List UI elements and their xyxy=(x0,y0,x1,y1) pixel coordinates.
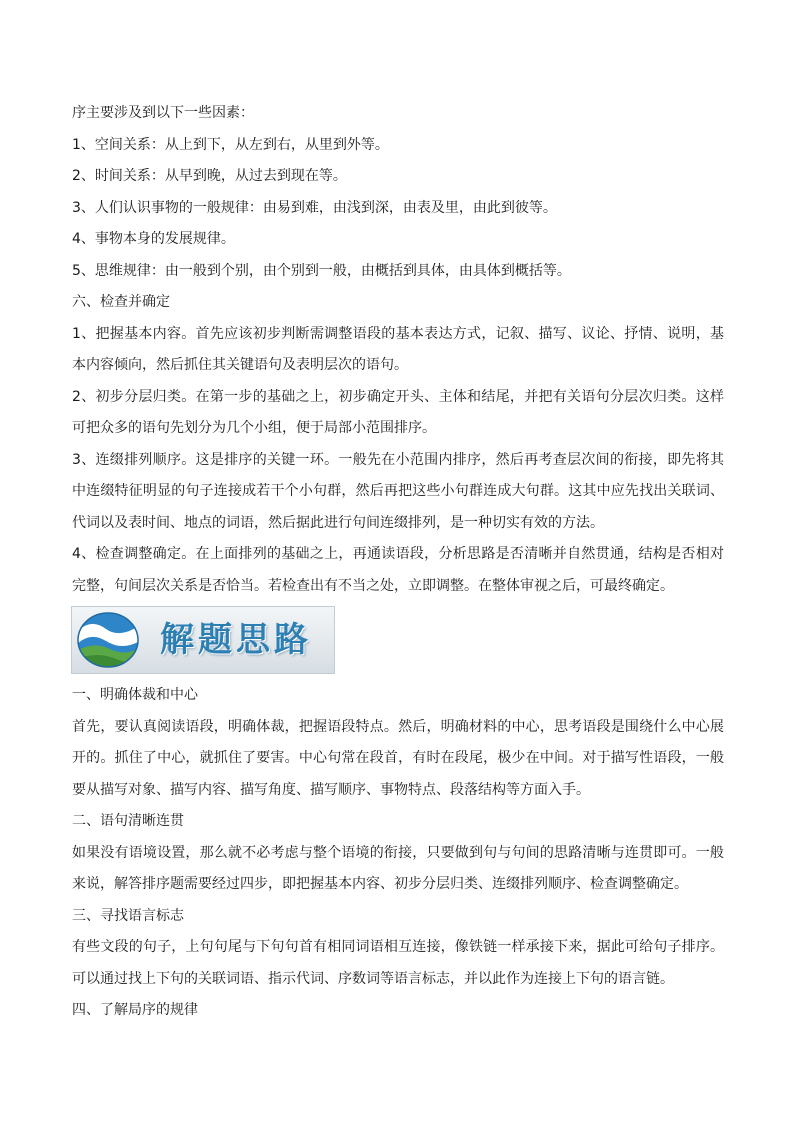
section-b-heading: 四、了解局序的规律 xyxy=(72,1002,198,1018)
section-a-item: 4、事物本身的发展规律。 xyxy=(72,231,235,247)
section-a-item: 1、空间关系：从上到下，从左到右，从里到外等。 xyxy=(72,136,389,153)
section-a-intro: 序主要涉及到以下一些因素： xyxy=(72,105,254,121)
document-content xyxy=(72,98,724,1027)
solution-approach-banner xyxy=(71,606,335,674)
section-b-body: 如果没有语境设置，那么就不必考虑与整个语境的衔接，只要做到句与句间的思路清晰与连贯即可。一般来说，解答排序题需要经过四步，即把握基本内容、初步分层归类、连缀排列顺序、检查调整确定。 xyxy=(72,844,724,892)
section-six-item: 1、把握基本内容。首先应该初步判断需调整语段的基本表达方式，记叙、描写、议论、抒情、说明，基本内容倾向，然后抓住其关键语句及表明层次的语句。 xyxy=(72,325,724,373)
section-b-body: 首先，要认真阅读语段，明确体裁，把握语段特点。然后，明确材料的中心，思考语段是围绕什么中心展开的。抓住了中心，就抓住了要害。中心句常在段首，有时在段尾，极少在中间。对于描写性语段，一般要从描写对象、描写内容、描写角度、描写顺序、事物特点、段落结构等方面入手。 xyxy=(72,718,724,798)
section-b-heading: 二、语句清晰连贯 xyxy=(72,813,184,829)
section-six-heading: 六、检查并确定 xyxy=(72,294,170,310)
section-six-item: 3、连缀排列顺序。这是排序的关键一环。一般先在小范围内排序，然后再考查层次间的衔接，即先将其中连缀特征明显的句子连接成若干个小句群，然后再把这些小句群连成大句群。这其中应先找出关联词、代词以及表时间、地点的词语，然后据此进行句间连缀排列，是一种切实有效的方法。 xyxy=(72,451,724,531)
section-b-body: 有些文段的句子，上句句尾与下句句首有相同词语相互连接，像铁链一样承接下来，据此可给句子排序。可以通过找上下句的关联词语、指示代词、序数词等语言标志，并以此作为连接上下句的语言链。 xyxy=(72,939,724,987)
section-six-item: 4、检查调整确定。在上面排列的基础之上，再通读语段，分析思路是否清晰并自然贯通，结构是否相对完整，句间层次关系是否恰当。若检查出有不当之处，立即调整。在整体审视之后，可最终确定。 xyxy=(72,546,724,594)
section-b-heading: 一、明确体裁和中心 xyxy=(72,687,198,703)
section-a-item: 2、时间关系：从早到晚，从过去到现在等。 xyxy=(72,168,347,184)
section-b-heading: 三、寻找语言标志 xyxy=(72,907,184,924)
section-a-item: 5、思维规律：由一般到个别，由个别到一般，由概括到具体，由具体到概括等。 xyxy=(72,262,571,279)
section-six-item: 2、初步分层归类。在第一步的基础之上，初步确定开头、主体和结尾，并把有关语句分层次归类。这样可把众多的语句先划分为几个小组，便于局部小范围排序。 xyxy=(72,388,724,436)
banner-title: 解题思路 xyxy=(160,620,312,660)
mountain-wave-circle-icon xyxy=(76,611,140,669)
section-a-item: 3、人们认识事物的一般规律：由易到难，由浅到深，由表及里，由此到彼等。 xyxy=(72,199,557,216)
